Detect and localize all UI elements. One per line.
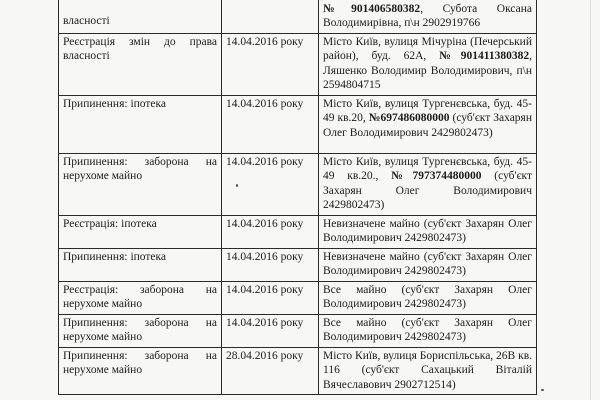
operation-cell bbox=[59, 314, 222, 347]
property-text: Місто Київ, вулиця Бориспільська, 26В кв. 116 (суб'єкт Сахацький Віталій Вячеславович 2902712514) bbox=[323, 349, 532, 391]
property-cell bbox=[319, 95, 537, 153]
registry-number: №901406580382 bbox=[323, 2, 421, 15]
property-registry-table bbox=[58, 0, 537, 395]
table-row bbox=[59, 33, 537, 95]
property-cell bbox=[319, 215, 537, 248]
operation-text: Припинення: заборона на нерухоме майно bbox=[63, 316, 217, 343]
operation-text: Реєстрація: заборона на нерухоме майно bbox=[63, 283, 217, 310]
table-row bbox=[59, 281, 537, 314]
date-text: 14.04.2016 року bbox=[226, 97, 304, 110]
date-cell bbox=[222, 215, 319, 248]
property-text: Невизначене майно (суб'єкт Захарян Олег Володимирович 2429802473) bbox=[323, 217, 532, 244]
date-cell bbox=[222, 0, 319, 33]
date-text: 14.04.2016 року bbox=[226, 250, 304, 263]
operation-cell bbox=[59, 0, 222, 33]
property-text: Невизначене майно (суб'єкт Захарян Олег Володимирович 2429802473) bbox=[323, 250, 532, 277]
operation-text: Реєстрація: іпотека bbox=[63, 217, 157, 230]
table-row bbox=[59, 0, 537, 33]
property-text-suffix: , Ляшенко Володимир Володимирович, п\н 2594804715 bbox=[323, 50, 532, 91]
operation-text: Припинення: іпотека bbox=[63, 250, 167, 263]
date-text: 14.04.2016 року bbox=[226, 316, 304, 329]
table-row bbox=[59, 153, 537, 215]
property-cell bbox=[319, 33, 537, 95]
registry-number: №901411380382 bbox=[439, 50, 530, 62]
registry-number: №797374480000 bbox=[391, 170, 482, 182]
date-text: 28.04.2016 року bbox=[226, 349, 304, 362]
property-cell bbox=[319, 314, 537, 347]
date-text: 14.04.2016 року bbox=[226, 155, 304, 168]
date-text: 14.04.2016 року bbox=[226, 35, 304, 48]
table-row bbox=[59, 215, 537, 248]
operation-text: власності bbox=[63, 15, 110, 27]
property-text-suffix: (суб'єкт Захарян Олег Володимирович 2429802473) bbox=[323, 112, 532, 139]
property-cell bbox=[319, 281, 537, 314]
scan-speck bbox=[236, 184, 238, 187]
date-cell bbox=[222, 347, 319, 395]
property-text: Все майно (суб'єкт Захарян Олег Володимирович 2429802473) bbox=[323, 283, 532, 310]
scan-speck bbox=[541, 389, 544, 391]
operation-cell bbox=[59, 33, 222, 95]
operation-cell bbox=[59, 215, 222, 248]
property-text-prefix: Місто Київ, вулиця Тургенєвська, буд. 45-49 кв.20., bbox=[323, 155, 532, 182]
table-row bbox=[59, 347, 537, 395]
table-row bbox=[59, 95, 537, 153]
operation-text: Припинення: іпотека bbox=[63, 97, 167, 110]
date-cell bbox=[222, 314, 319, 347]
date-text: 14.04.2016 року bbox=[226, 283, 304, 296]
property-text: Все майно (суб'єкт Захарян Олег Володимирович 2429802473) bbox=[323, 316, 532, 343]
operation-cell bbox=[59, 248, 222, 281]
property-text-prefix: Місто Київ, вулиця Мічуріна (Печерський район), буд. 62А, bbox=[323, 35, 532, 62]
property-cell bbox=[319, 0, 537, 33]
property-cell bbox=[319, 248, 537, 281]
property-cell bbox=[319, 347, 537, 395]
operation-cell bbox=[59, 95, 222, 153]
registry-number: №697486080000 bbox=[368, 112, 450, 124]
date-cell bbox=[222, 33, 319, 95]
date-cell bbox=[222, 248, 319, 281]
date-cell bbox=[222, 95, 319, 153]
table-row bbox=[59, 314, 537, 347]
property-text-prefix: Місто Київ, вулиця Тургенєвська, буд. 45-49 кв.20, bbox=[323, 97, 532, 124]
operation-cell bbox=[59, 281, 222, 314]
operation-text: Припинення: заборона на нерухоме майно bbox=[63, 349, 217, 376]
operation-cell bbox=[59, 347, 222, 395]
operation-text: Реєстрація змін до права власності bbox=[63, 35, 217, 62]
scan-edge-shadow bbox=[590, 0, 591, 400]
date-text: 14.04.2016 року bbox=[226, 217, 304, 230]
property-text-suffix: (суб'єкт Захарян Олег Володимирович 2429802473) bbox=[323, 170, 532, 211]
operation-cell bbox=[59, 153, 222, 215]
table-row bbox=[59, 248, 537, 281]
property-text-suffix: , Субота Оксана Володимирівна, п\н 2902919766 bbox=[323, 2, 532, 29]
date-cell bbox=[222, 281, 319, 314]
property-cell bbox=[319, 153, 537, 215]
operation-text: Припинення: заборона на нерухоме майно bbox=[63, 155, 217, 182]
